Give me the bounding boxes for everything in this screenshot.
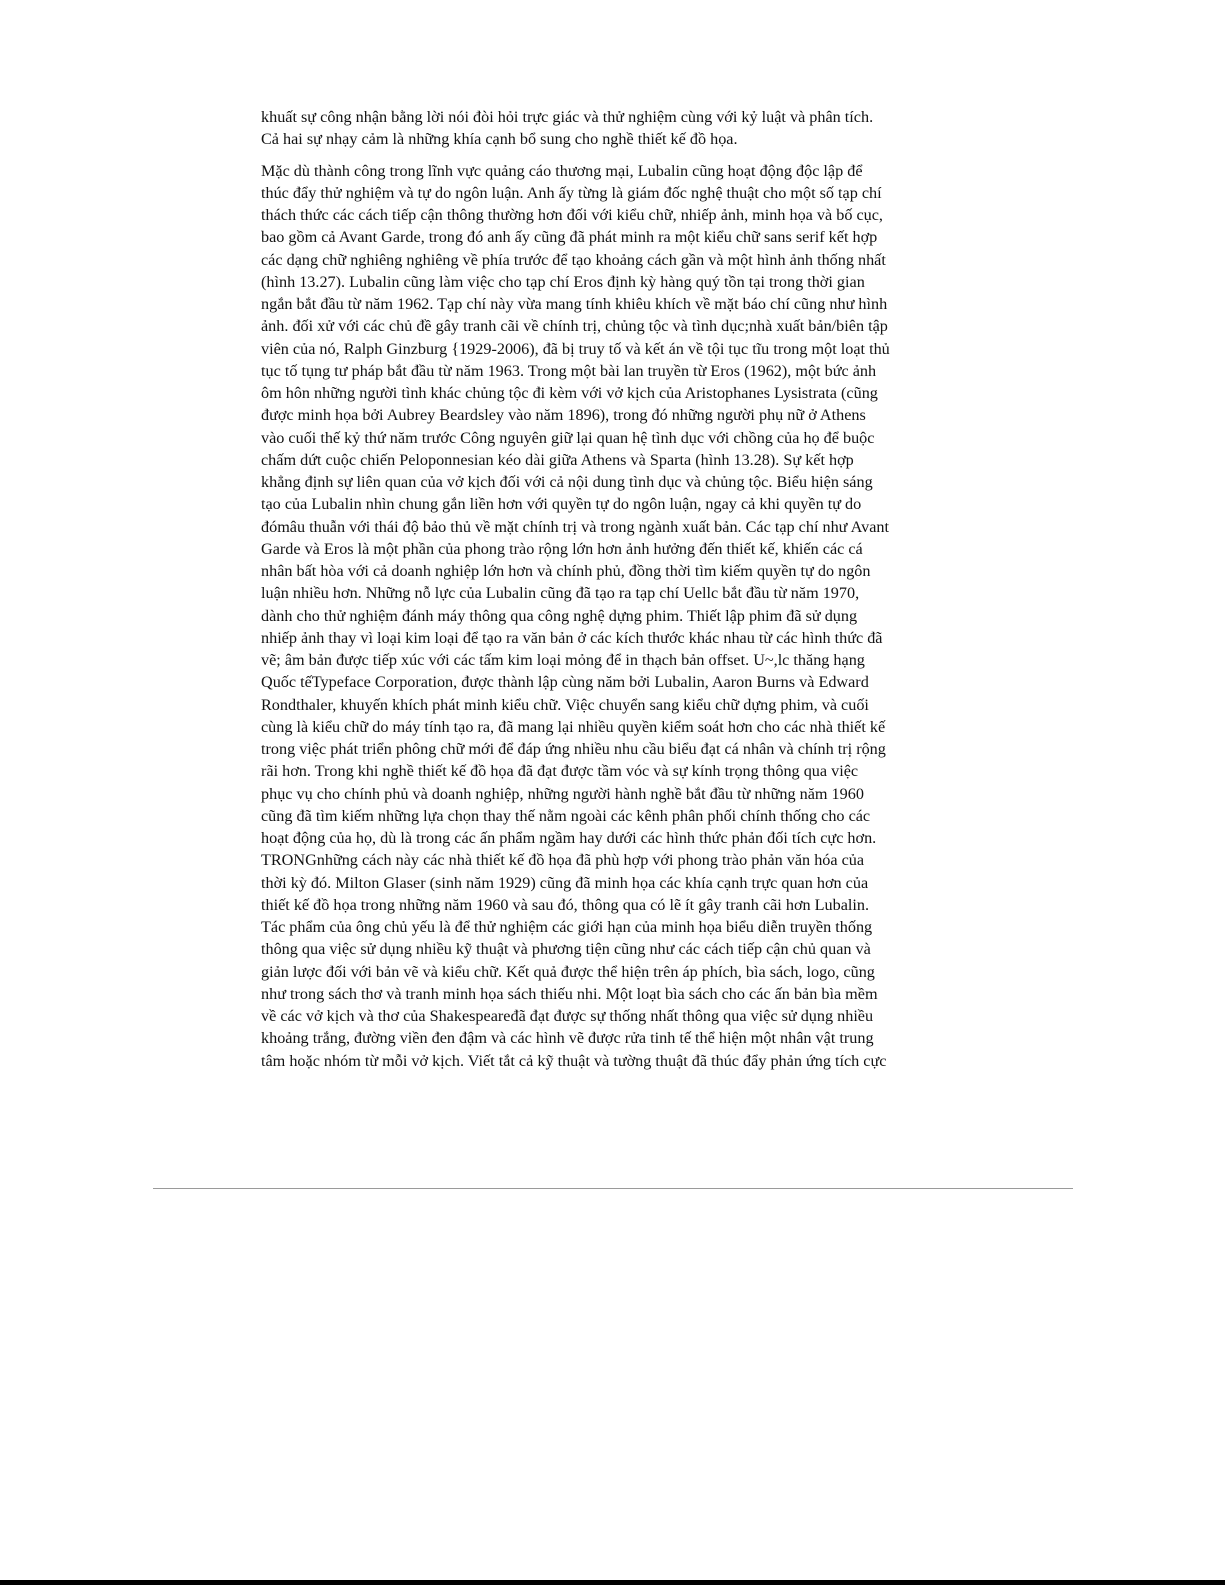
- text-line: Cả hai sự nhạy cảm là những khía cạnh bổ sung cho nghề thiết kế đồ họa.: [261, 130, 738, 149]
- text-line: hoạt động của họ, dù là trong các ấn phẩm ngầm hay dưới các hình thức phản đối tích cực hơn.: [261, 829, 877, 847]
- text-line: Tác phẩm của ông chủ yếu là để thử nghiệm các giới hạn của minh họa biểu diễn truyền thống: [261, 918, 873, 936]
- text-line: vẽ; âm bản được tiếp xúc với các tấm kim loại mỏng để in thạch bản offset. U~,lc thăng hạng: [261, 651, 865, 669]
- text-line: phục vụ cho chính phủ và doanh nghiệp, những người hành nghề bắt đầu từ những năm 1960: [261, 784, 864, 803]
- text-line: rãi hơn. Trong khi nghề thiết kế đồ họa đã đạt được tầm vóc và sự kính trọng thông qua việc: [261, 762, 859, 781]
- text-line: thiết kế đồ họa trong những năm 1960 và sau đó, thông qua có lẽ ít gây tranh cãi hơn Lubalin.: [261, 895, 870, 914]
- text-line: ôm hôn những người tình khác chủng tộc đi kèm với vở kịch của Aristophanes Lysistrata (cũng: [261, 384, 878, 402]
- text-line: ngắn bắt đầu từ năm 1962. Tạp chí này vừa mang tính khiêu khích về mặt báo chí cũng như hình: [261, 295, 888, 313]
- text-line: trong việc phát triển phông chữ mới để đáp ứng nhiều nhu cầu biểu đạt cá nhân và chính trị rộng: [261, 740, 886, 758]
- text-line: viên của nó, Ralph Ginzburg {1929-2006), đã bị truy tố và kết án về tội tục tĩu trong một loạt thủ: [261, 339, 890, 358]
- text-line: nhân bất hòa với cả doanh nghiệp lớn hơn và chính phủ, đồng thời tìm kiếm quyền tự do ngôn: [261, 562, 871, 580]
- text-line: luận nhiều hơn. Những nỗ lực của Lubalin cũng đã tạo ra tạp chí Uellc bắt đầu từ năm 1970,: [261, 584, 860, 603]
- text-line: các dạng chữ nghiêng nghiêng về phía trước để tạo khoảng cách gần và một hình ảnh thống nhất: [261, 250, 886, 269]
- text-line: Mặc dù thành công trong lĩnh vực quảng cáo thương mại, Lubalin cũng hoạt động độc lập để: [261, 161, 863, 180]
- text-line: được minh họa bởi Aubrey Beardsley vào năm 1896), trong đó những người phụ nữ ở Athens: [261, 406, 866, 425]
- page-divider: [153, 1188, 1073, 1189]
- text-line: tục tố tụng tư pháp bắt đầu từ năm 1963. Trong một bài lan truyền từ Eros (1962), một bức ảnh: [261, 361, 877, 380]
- text-line: giản lược đối với bản vẽ và kiểu chữ. Kết quả được thể hiện trên áp phích, bìa sách, logo, cũng: [261, 962, 875, 981]
- text-line: Rondthaler, khuyến khích phát minh kiểu chữ. Việc chuyển sang kiểu chữ dựng phim, và cuối: [261, 695, 869, 714]
- text-line: khuất sự công nhận bằng lời nói đòi hỏi trực giác và thử nghiệm cùng với kỷ luật và phân tích.: [261, 108, 874, 126]
- bottom-edge-bar: [0, 1580, 1225, 1585]
- text-line: dành cho thử nghiệm đánh máy thông qua công nghệ dựng phim. Thiết lập phim đã sử dụng: [261, 606, 858, 625]
- text-line: về các vở kịch và thơ của Shakespeaređã đạt được sự thống nhất thông qua việc sử dụng nhiều: [261, 1007, 874, 1025]
- text-line: tạo của Lubalin nhìn chung gắn liền hơn với quyền tự do ngôn luận, ngay cả khi quyền tự do: [261, 495, 862, 514]
- text-line: vào cuối thế kỷ thứ năm trước Công nguyên giữ lại quan hệ tình dục với chồng của họ để buộc: [261, 428, 875, 447]
- text-line: khoảng trắng, đường viền đen đậm và các hình vẽ được rửa tinh tế thể hiện một nhân vật trung: [261, 1029, 874, 1048]
- text-line: TRONGnhững cách này các nhà thiết kế đồ họa đã phù hợp với phong trào phản văn hóa của: [261, 851, 865, 870]
- paragraph-intro: [261, 106, 964, 151]
- text-line: chấm dứt cuộc chiến Peloponnesian kéo dài giữa Athens và Sparta (hình 13.28). Sự kết hợp: [261, 450, 854, 469]
- text-line: thúc đẩy thử nghiệm và tự do ngôn luận. Anh ấy từng là giám đốc nghệ thuật cho một số tạp chí: [261, 183, 882, 202]
- paragraph-lubalin: [261, 160, 964, 1072]
- text-line: thông qua việc sử dụng nhiều kỹ thuật và phương tiện cũng như các cách tiếp cận chủ quan và: [261, 940, 871, 959]
- text-line: đómâu thuẫn với thái độ bảo thủ về mặt chính trị và trong ngành xuất bản. Các tạp chí như Avant: [261, 517, 889, 536]
- text-line: khẳng định sự liên quan của vở kịch đối với cả nội dung tình dục và chủng tộc. Biểu hiện sáng: [261, 473, 873, 491]
- text-line: bao gồm cả Avant Garde, trong đó anh ấy cũng đã phát minh ra một kiểu chữ sans serif kết hợp: [261, 228, 878, 247]
- text-line: Garde và Eros là một phần của phong trào rộng lớn hơn ảnh hưởng đến thiết kế, khiến các cá: [261, 539, 863, 558]
- text-line: cũng đã tìm kiếm những lựa chọn thay thế nằm ngoài các kênh phân phối chính thống cho các: [261, 806, 871, 825]
- text-line: ảnh. đối xử với các chủ đề gây tranh cãi về chính trị, chủng tộc và tình dục;nhà xuất bản/biên tập: [261, 317, 888, 336]
- text-line: thách thức các cách tiếp cận thông thường hơn đối với kiểu chữ, nhiếp ảnh, minh họa và bố cục,: [261, 206, 883, 224]
- text-line: thời kỳ đó. Milton Glaser (sinh năm 1929) cũng đã minh họa các khía cạnh trực quan hơn của: [261, 873, 869, 892]
- text-line: tâm hoặc nhóm từ mỗi vở kịch. Viết tắt cả kỹ thuật và tường thuật đã thúc đẩy phản ứng tích cực: [261, 1051, 887, 1070]
- text-line: nhiếp ảnh thay vì loại kim loại để tạo ra văn bản ở các kích thước khác nhau từ các hình thức đã: [261, 628, 883, 647]
- text-line: (hình 13.27). Lubalin cũng làm việc cho tạp chí Eros định kỳ hàng quý tồn tại trong thời gian: [261, 272, 865, 291]
- body-text: [261, 106, 964, 1072]
- text-line: Quốc tếTypeface Corporation, được thành lập cùng năm bởi Lubalin, Aaron Burns và Edward: [261, 673, 869, 692]
- text-line: như trong sách thơ và tranh minh họa sách thiếu nhi. Một loạt bìa sách cho các ấn bản bìa mềm: [261, 984, 878, 1003]
- text-line: cùng là kiểu chữ do máy tính tạo ra, đã mang lại nhiều quyền kiểm soát hơn cho các nhà thiết kế: [261, 717, 886, 736]
